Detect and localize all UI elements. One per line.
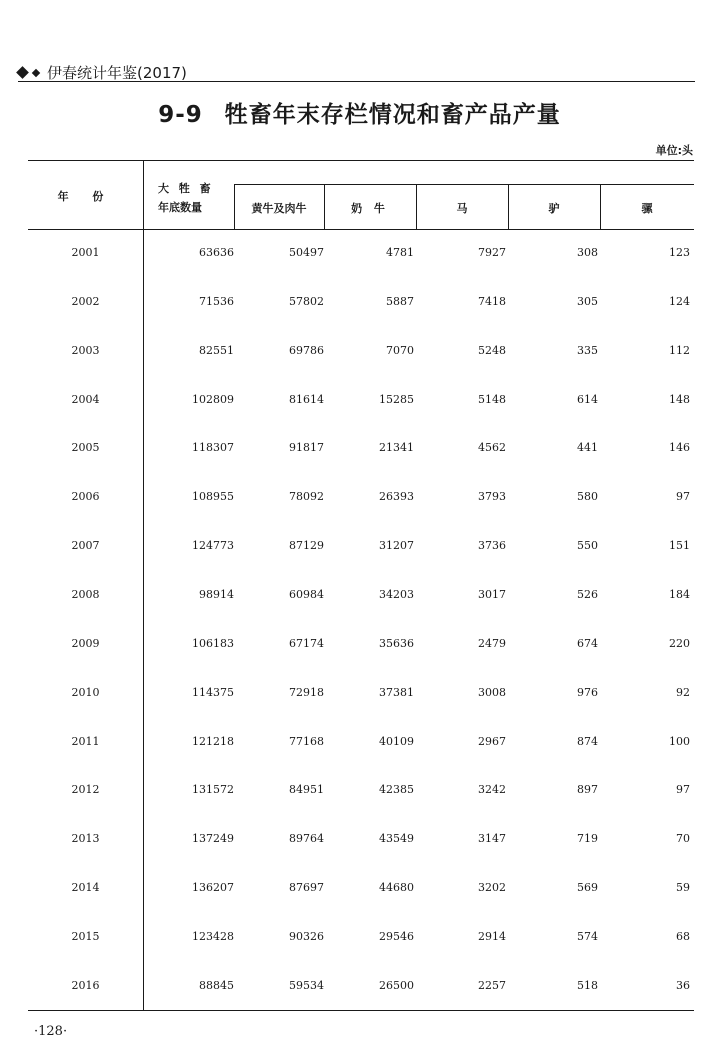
value-cell: 21341 <box>379 441 414 455</box>
year-cell: 2003 <box>71 343 100 357</box>
unit-label: 单位:头 <box>655 144 693 157</box>
value-cell: 31207 <box>379 539 414 553</box>
header-mule: 骡 <box>641 202 653 215</box>
value-cell: 146 <box>669 441 690 455</box>
value-cell: 42385 <box>379 783 414 797</box>
value-cell: 108955 <box>192 490 234 504</box>
value-cell: 7070 <box>386 343 414 357</box>
value-cell: 2257 <box>478 978 506 992</box>
year-cell: 2006 <box>71 490 100 504</box>
table-row <box>28 979 694 999</box>
header-rule <box>18 81 695 82</box>
value-cell: 67174 <box>289 636 324 650</box>
header-beef-cattle: 黄牛及肉牛 <box>251 202 307 215</box>
value-cell: 441 <box>577 441 598 455</box>
table-row <box>28 295 694 315</box>
value-cell: 3736 <box>478 539 506 553</box>
header-large-livestock-line2: 年底数量 <box>158 201 202 214</box>
year-cell: 2014 <box>71 881 100 895</box>
value-cell: 5148 <box>478 392 506 406</box>
value-cell: 124 <box>669 294 690 308</box>
value-cell: 3242 <box>478 783 506 797</box>
value-cell: 976 <box>577 685 598 699</box>
value-cell: 70 <box>676 832 690 846</box>
value-cell: 151 <box>669 539 690 553</box>
value-cell: 897 <box>577 783 598 797</box>
value-cell: 40109 <box>379 734 414 748</box>
value-cell: 2479 <box>478 636 506 650</box>
table-row <box>28 686 694 706</box>
table-number: 9-9 <box>158 102 203 128</box>
value-cell: 98914 <box>199 587 234 601</box>
value-cell: 574 <box>577 929 598 943</box>
page-number: ·128· <box>34 1024 68 1039</box>
value-cell: 614 <box>577 392 598 406</box>
value-cell: 335 <box>577 343 598 357</box>
year-cell: 2015 <box>71 929 100 943</box>
table-row <box>28 637 694 657</box>
value-cell: 114375 <box>192 685 234 699</box>
year-cell: 2016 <box>71 978 100 992</box>
diamond-bullets-icon <box>18 68 43 77</box>
header-large-livestock-line1: 大 牲 畜 <box>158 182 214 195</box>
value-cell: 184 <box>669 587 690 601</box>
year-cell: 2001 <box>71 246 100 259</box>
value-cell: 3017 <box>478 587 506 601</box>
data-table <box>28 160 694 1011</box>
value-cell: 580 <box>577 490 598 504</box>
table-title <box>0 96 719 129</box>
value-cell: 89764 <box>289 832 324 846</box>
header-dairy-cattle: 奶 牛 <box>351 202 389 215</box>
value-cell: 220 <box>669 636 690 650</box>
year-cell: 2013 <box>71 832 100 846</box>
value-cell: 63636 <box>199 246 234 259</box>
value-cell: 59 <box>676 881 690 895</box>
table-row <box>28 735 694 755</box>
value-cell: 131572 <box>192 783 234 797</box>
value-cell: 68 <box>676 929 690 943</box>
year-cell: 2008 <box>71 587 100 601</box>
year-cell: 2009 <box>71 636 100 650</box>
value-cell: 72918 <box>289 685 324 699</box>
year-cell: 2010 <box>71 685 100 699</box>
value-cell: 4562 <box>478 441 506 455</box>
header-horse: 马 <box>456 202 468 215</box>
table-row <box>28 441 694 461</box>
table-top-rule <box>28 160 694 161</box>
value-cell: 124773 <box>192 539 234 553</box>
value-cell: 44680 <box>379 881 414 895</box>
value-cell: 4781 <box>386 246 414 259</box>
value-cell: 78092 <box>289 490 324 504</box>
table-row <box>28 930 694 950</box>
value-cell: 3202 <box>478 881 506 895</box>
value-cell: 305 <box>577 294 598 308</box>
value-cell: 43549 <box>379 832 414 846</box>
value-cell: 82551 <box>199 343 234 357</box>
table-row <box>28 393 694 413</box>
header-year: 年 份 <box>57 190 114 203</box>
value-cell: 34203 <box>379 587 414 601</box>
value-cell: 674 <box>577 636 598 650</box>
value-cell: 57802 <box>289 294 324 308</box>
table-bottom-rule <box>28 1010 694 1011</box>
value-cell: 5887 <box>386 294 414 308</box>
value-cell: 60984 <box>289 587 324 601</box>
value-cell: 29546 <box>379 929 414 943</box>
value-cell: 84951 <box>289 783 324 797</box>
value-cell: 36 <box>676 978 690 992</box>
value-cell: 35636 <box>379 636 414 650</box>
value-cell: 121218 <box>192 734 234 748</box>
value-cell: 81614 <box>289 392 324 406</box>
value-cell: 148 <box>669 392 690 406</box>
value-cell: 7418 <box>478 294 506 308</box>
value-cell: 112 <box>669 343 690 357</box>
value-cell: 97 <box>676 490 690 504</box>
value-cell: 874 <box>577 734 598 748</box>
value-cell: 26393 <box>379 490 414 504</box>
value-cell: 569 <box>577 881 598 895</box>
value-cell: 518 <box>577 978 598 992</box>
value-cell: 37381 <box>379 685 414 699</box>
value-cell: 526 <box>577 587 598 601</box>
value-cell: 26500 <box>379 978 414 992</box>
value-cell: 102809 <box>192 392 234 406</box>
value-cell: 90326 <box>289 929 324 943</box>
value-cell: 137249 <box>192 832 234 846</box>
value-cell: 59534 <box>289 978 324 992</box>
year-cell: 2011 <box>71 734 100 748</box>
value-cell: 5248 <box>478 343 506 357</box>
year-cell: 2002 <box>71 294 100 308</box>
value-cell: 92 <box>676 685 690 699</box>
value-cell: 308 <box>577 246 598 259</box>
value-cell: 3008 <box>478 685 506 699</box>
value-cell: 69786 <box>289 343 324 357</box>
value-cell: 71536 <box>199 294 234 308</box>
value-cell: 2967 <box>478 734 506 748</box>
value-cell: 118307 <box>192 441 234 455</box>
table-row <box>28 344 694 364</box>
table-row <box>28 881 694 901</box>
year-cell: 2007 <box>71 539 100 553</box>
value-cell: 87129 <box>289 539 324 553</box>
year-cell: 2004 <box>71 392 100 406</box>
table-row <box>28 783 694 803</box>
value-cell: 15285 <box>379 392 414 406</box>
value-cell: 91817 <box>289 441 324 455</box>
value-cell: 97 <box>676 783 690 797</box>
value-cell: 50497 <box>289 246 324 259</box>
value-cell: 3147 <box>478 832 506 846</box>
value-cell: 87697 <box>289 881 324 895</box>
value-cell: 123428 <box>192 929 234 943</box>
value-cell: 100 <box>669 734 690 748</box>
value-cell: 136207 <box>192 881 234 895</box>
running-header-text: 伊春统计年鉴(2017) <box>47 64 187 82</box>
table-row <box>28 588 694 608</box>
value-cell: 550 <box>577 539 598 553</box>
year-cell: 2012 <box>71 783 100 797</box>
table-row <box>28 539 694 559</box>
table-row <box>28 246 694 266</box>
table-row <box>28 490 694 510</box>
value-cell: 2914 <box>478 929 506 943</box>
table-title-text: 牲畜年末存栏情况和畜产品产量 <box>224 102 561 128</box>
value-cell: 7927 <box>478 246 506 259</box>
value-cell: 77168 <box>289 734 324 748</box>
table-row <box>28 832 694 852</box>
running-header <box>18 62 187 83</box>
value-cell: 123 <box>669 246 690 259</box>
year-cell: 2005 <box>71 441 100 455</box>
value-cell: 88845 <box>199 978 234 992</box>
value-cell: 3793 <box>478 490 506 504</box>
value-cell: 106183 <box>192 636 234 650</box>
header-donkey: 驴 <box>548 202 560 215</box>
value-cell: 719 <box>577 832 598 846</box>
